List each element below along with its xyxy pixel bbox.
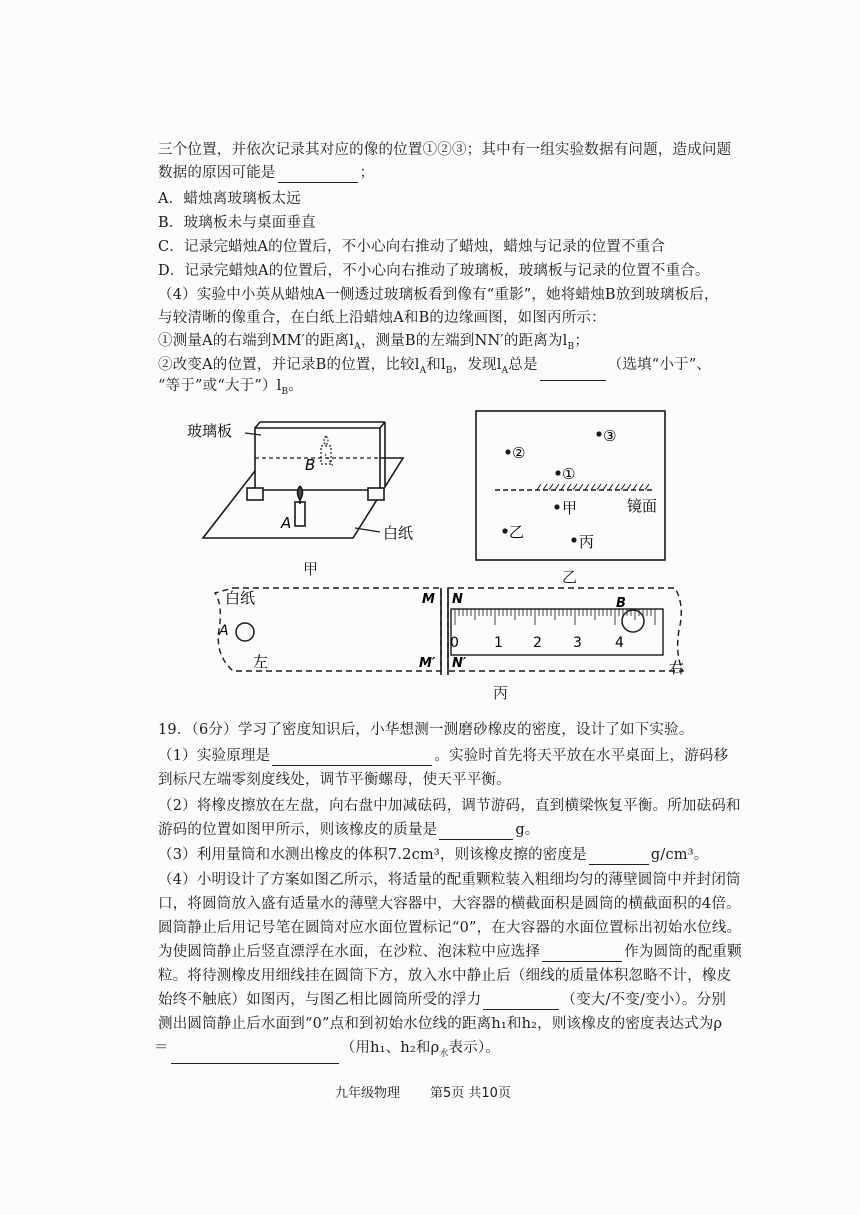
label-bing: 丙 xyxy=(579,533,595,551)
label-a: A xyxy=(281,514,292,532)
q18-line1: 三个位置，并依次记录其对应的像的位置①②③；其中有一组实验数据有问题，造成问题 xyxy=(158,142,732,158)
label-n-prime: N′ xyxy=(452,656,467,671)
figure-yi-image-positions xyxy=(475,410,667,562)
text: 游码的位置如图甲所示，则该橡皮的质量是 xyxy=(158,822,438,838)
q18-part4-line1: （4）实验中小英从蜡烛A一侧透过玻璃板看到像有“重影”，她将蜡烛B放到玻璃板后， xyxy=(158,287,719,303)
q19-title: 19．（6分）学习了密度知识后，小华想测一测磨砂橡皮的密度，设计了如下实验。 xyxy=(158,722,694,738)
text: 。实验时首先将天平放在水平桌面上，游码移 xyxy=(434,748,729,764)
point-3 xyxy=(596,431,601,436)
q19-part1-line1 xyxy=(158,746,728,766)
label-glass: 玻璃板 xyxy=(187,422,233,440)
text: 作为圆筒的配重颗 xyxy=(624,944,742,960)
answer-blank xyxy=(540,380,606,381)
ruler-tick-label: 2 xyxy=(533,635,542,651)
q18-part4-line5 xyxy=(158,376,303,402)
label-b: B xyxy=(616,596,626,611)
point-bing xyxy=(571,537,576,542)
point-1 xyxy=(555,470,560,475)
paper-right-outline xyxy=(448,588,683,671)
text: g。 xyxy=(515,822,540,838)
text: （选填“小于”、 xyxy=(607,357,712,373)
q19-part3 xyxy=(158,845,708,865)
text: （变大/不变/变小）。分别 xyxy=(561,992,727,1008)
text: （3）利用量筒和水测出橡皮的体积7.2cm³，则该橡皮擦的密度是 xyxy=(158,847,587,863)
answer-blank xyxy=(542,961,622,962)
sub: A xyxy=(501,365,509,376)
caption-bing: 丙 xyxy=(493,684,509,702)
label-white-paper: 白纸 xyxy=(225,589,256,607)
point-2 xyxy=(505,449,510,454)
q19-part4-line2: 口，将圆筒放入盛有适量水的薄壁大容器中，大容器的横截面积是圆筒的横截面积的4倍。 xyxy=(158,896,741,912)
q19-part4-line5: 粒。将待测橡皮用细线挂在圆筒下方，放入水中静止后（细线的质量体积忽略不计，橡皮 xyxy=(158,968,732,984)
q19-part4-line8 xyxy=(154,1038,500,1064)
answer-blank xyxy=(589,864,649,865)
glass-plate xyxy=(255,428,380,490)
text: 为使圆筒静止后竖直漂浮在水面，在沙粒、泡沫粒中应选择 xyxy=(158,944,541,960)
label-right: 右 xyxy=(669,659,685,677)
q19-part4-line4 xyxy=(158,942,742,962)
text: ②改变A的位置，并记录B的位置，比较l xyxy=(158,357,420,373)
text: “等于”或“大于”）l xyxy=(158,378,282,394)
figure-jia-candle-setup xyxy=(185,408,425,548)
ruler-ticks xyxy=(455,609,655,625)
label-paper: 白纸 xyxy=(383,524,414,542)
point-yi xyxy=(502,528,507,533)
label-jia: 甲 xyxy=(562,499,578,517)
text: ，发现l xyxy=(452,357,502,373)
label-p3: ③ xyxy=(603,427,617,445)
sub: 水 xyxy=(439,1048,449,1059)
answer-blank xyxy=(272,765,432,766)
label-n: N xyxy=(452,592,463,607)
q18-option-a: A．蜡烛离玻璃板太远 xyxy=(158,191,301,207)
q18-option-d: D．记录完蜡烛A的位置后，不小心向右推动了玻璃板，玻璃板与记录的位置不重合。 xyxy=(158,263,710,279)
ruler-tick-label: 1 xyxy=(494,635,503,651)
label-mirror: 镜面 xyxy=(627,497,658,515)
candle-a xyxy=(295,502,305,526)
answer-blank xyxy=(439,839,513,840)
circle-a xyxy=(236,623,254,641)
q19-part2-line2 xyxy=(158,820,540,840)
text: ，测量B的左端到NN′的距离为l xyxy=(360,333,568,349)
sub: B xyxy=(567,341,575,352)
text: 和l xyxy=(426,357,446,373)
q18-option-b: B．玻璃板未与桌面垂直 xyxy=(158,215,316,231)
q18-part4-line3 xyxy=(158,331,589,357)
label-a: A xyxy=(219,623,229,639)
text: （1）实验原理是 xyxy=(158,748,271,764)
ruler-tick-label: 4 xyxy=(615,635,624,651)
q18-part4-line2: 与较清晰的像重合，在白纸上沿蜡烛A和B的边缘画图，如图丙所示： xyxy=(158,310,606,326)
sub: B xyxy=(445,365,453,376)
circle-b xyxy=(622,610,644,632)
point-jia xyxy=(554,504,559,509)
label-yi: 乙 xyxy=(509,523,525,541)
q19-part2-line1: （2）将橡皮擦放在左盘，向右盘中加减砝码，调节游码，直到横梁恢复平衡。所加砝码和 xyxy=(158,798,741,814)
q18-line2-end: ； xyxy=(359,165,375,181)
ruler-tick-label: 0 xyxy=(450,635,459,651)
q19-part4-line7: 测出圆筒静止后水面到“0”点和到初始水位线的距离h₁和h₂，则该橡皮的密度表达式为ρ xyxy=(158,1016,723,1032)
label-m: M xyxy=(422,592,435,607)
text: 总是 xyxy=(508,357,538,373)
q18-line2 xyxy=(158,163,374,183)
q18-option-c: C．记录完蜡烛A的位置后，不小心向右推动了蜡烛，蜡烛与记录的位置不重合 xyxy=(158,239,666,255)
q19-part4-line3: 圆筒静止后用记号笔在圆筒对应水面位置标记“0”，在大容器的水面位置标出初始水位线。 xyxy=(158,920,742,936)
label-p1: ① xyxy=(562,465,576,483)
label-b: B xyxy=(305,456,316,474)
footer-page-number: 第5页 共10页 xyxy=(430,1086,511,1101)
label-p2: ② xyxy=(512,444,526,462)
caption-yi: 乙 xyxy=(562,568,578,586)
answer-blank xyxy=(278,182,358,183)
answer-blank xyxy=(483,1009,559,1010)
text: 。 xyxy=(288,378,304,394)
answer-blank xyxy=(171,1063,339,1064)
text: ①测量A的右端到MM′的距离l xyxy=(158,333,355,349)
text: 表示）。 xyxy=(448,1040,501,1056)
sub: B xyxy=(281,386,289,397)
text: ； xyxy=(574,333,590,349)
caption-jia: 甲 xyxy=(303,560,319,578)
text: g/cm³。 xyxy=(650,847,709,863)
flame-icon xyxy=(298,486,303,500)
text: （用h₁、h₂和ρ xyxy=(340,1040,440,1056)
q18-line2-text: 数据的原因可能是 xyxy=(158,165,276,181)
text: 始终不触底）如图丙，与图乙相比圆筒所受的浮力 xyxy=(158,992,482,1008)
sub: A xyxy=(354,341,361,352)
sub: A xyxy=(419,365,427,376)
label-left: 左 xyxy=(253,653,269,671)
figure-bing-measurement xyxy=(205,585,695,677)
q19-part4-line6 xyxy=(158,990,726,1010)
footer-subject: 九年级物理 xyxy=(335,1086,401,1101)
q19-part1-line2: 到标尺左端零刻度线处，调节平衡螺母，使天平平衡。 xyxy=(158,772,511,788)
ruler-tick-label: 3 xyxy=(573,635,582,651)
label-m-prime: M′ xyxy=(419,656,436,671)
text: ＝ xyxy=(154,1040,169,1056)
q19-part4-line1: （4）小明设计了方案如图乙所示，将适量的配重颗粒装入粗细均匀的薄壁圆筒中并封闭筒 xyxy=(158,872,741,888)
